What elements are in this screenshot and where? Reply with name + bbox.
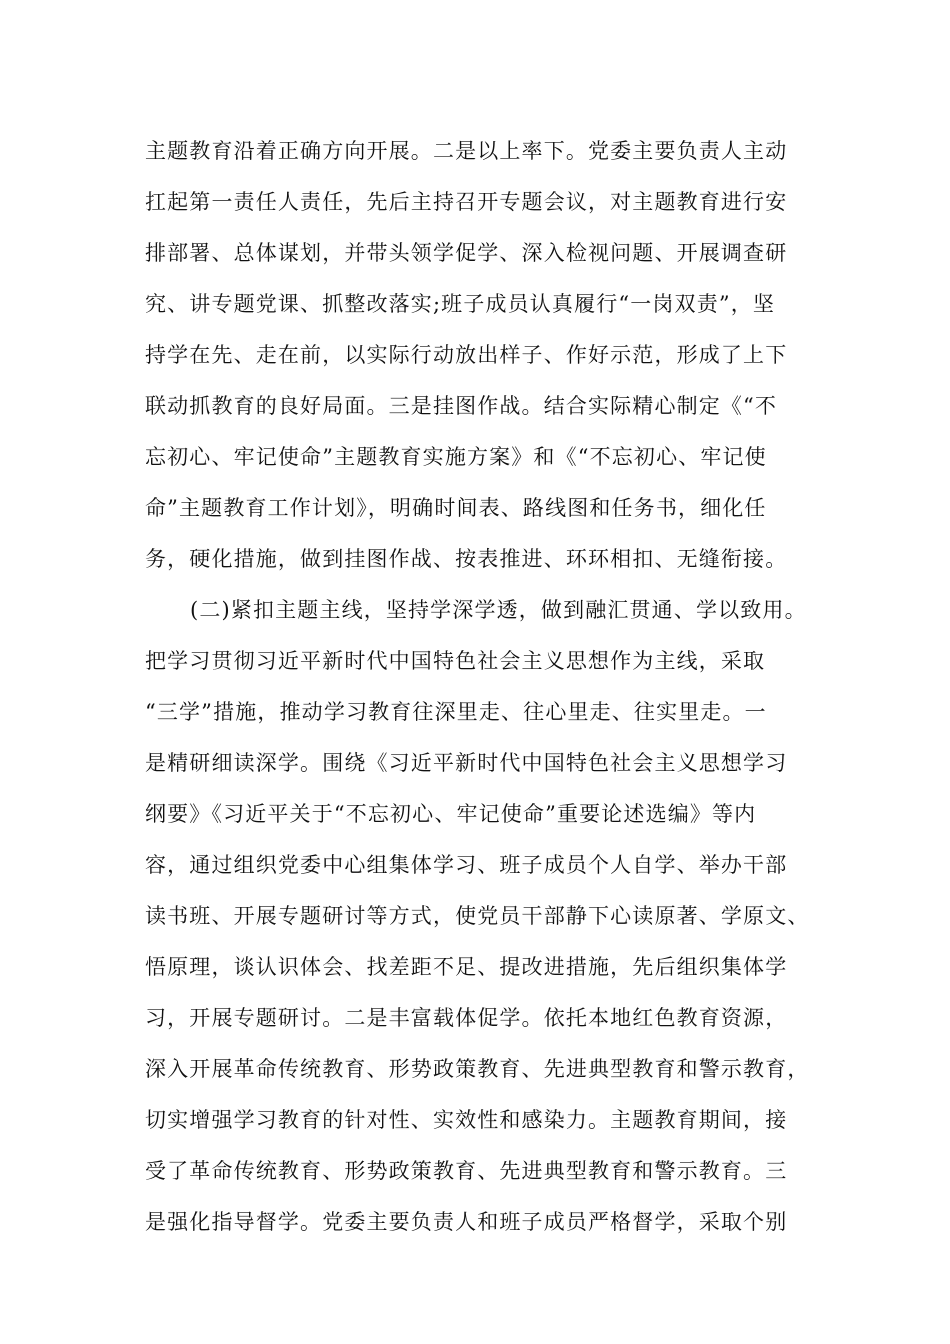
body-text-line: 是精研细读深学。围绕《习近平新时代中国特色社会主义思想学习 <box>145 751 788 775</box>
body-text-line: 切实增强学习教育的针对性、实效性和感染力。主题教育期间，接 <box>145 1108 788 1132</box>
body-text-line: 悟原理，谈认识体会、找差距不足、提改进措施，先后组织集体学 <box>145 955 788 979</box>
body-text-line: 联动抓教育的良好局面。三是挂图作战。结合实际精心制定《“不 <box>145 394 778 418</box>
body-text-line: 纲要》《习近平关于“不忘初心、牢记使命”重要论述选编》等内 <box>145 802 757 826</box>
body-text-line: 深入开展革命传统教育、形势政策教育、先进典型教育和警示教育， <box>145 1057 810 1081</box>
body-text-line: 忘初心、牢记使命”主题教育实施方案》和《“不忘初心、牢记使 <box>145 445 767 469</box>
body-text-line: 主题教育沿着正确方向开展。二是以上率下。党委主要负责人主动 <box>145 139 788 163</box>
body-text-line: 排部署、总体谋划，并带头领学促学、深入检视问题、开展调查研 <box>145 241 788 265</box>
body-text-line: 是强化指导督学。党委主要负责人和班子成员严格督学，采取个别 <box>145 1210 788 1234</box>
body-text-line: 究、讲专题党课、抓整改落实;班子成员认真履行“一岗双责”，坚 <box>145 292 776 316</box>
body-text-line: 习，开展专题研讨。二是丰富载体促学。依托本地红色教育资源， <box>145 1006 788 1030</box>
body-text-line: 扛起第一责任人责任，先后主持召开专题会议，对主题教育进行安 <box>145 190 788 214</box>
body-text-line: 命”主题教育工作计划》，明确时间表、路线图和任务书，细化任 <box>145 496 767 520</box>
body-text-line: “三学”措施，推动学习教育往深里走、往心里走、往实里走。一 <box>145 700 767 724</box>
body-text-line: 读书班、开展专题研讨等方式，使党员干部静下心读原著、学原文、 <box>145 904 810 928</box>
body-text-line: 容，通过组织党委中心组集体学习、班子成员个人自学、举办干部 <box>145 853 788 877</box>
body-text-line: 受了革命传统教育、形势政策教育、先进典型教育和警示教育。三 <box>145 1159 788 1183</box>
section-heading-line: (二)紧扣主题主线，坚持学深学透，做到融汇贯通、学以致用。 <box>190 598 807 622</box>
body-text-line: 把学习贯彻习近平新时代中国特色社会主义思想作为主线，采取 <box>145 649 766 673</box>
body-text-line: 务，硬化措施，做到挂图作战、按表推进、环环相扣、无缝衔接。 <box>145 547 788 571</box>
body-text-line: 持学在先、走在前，以实际行动放出样子、作好示范，形成了上下 <box>145 343 788 367</box>
